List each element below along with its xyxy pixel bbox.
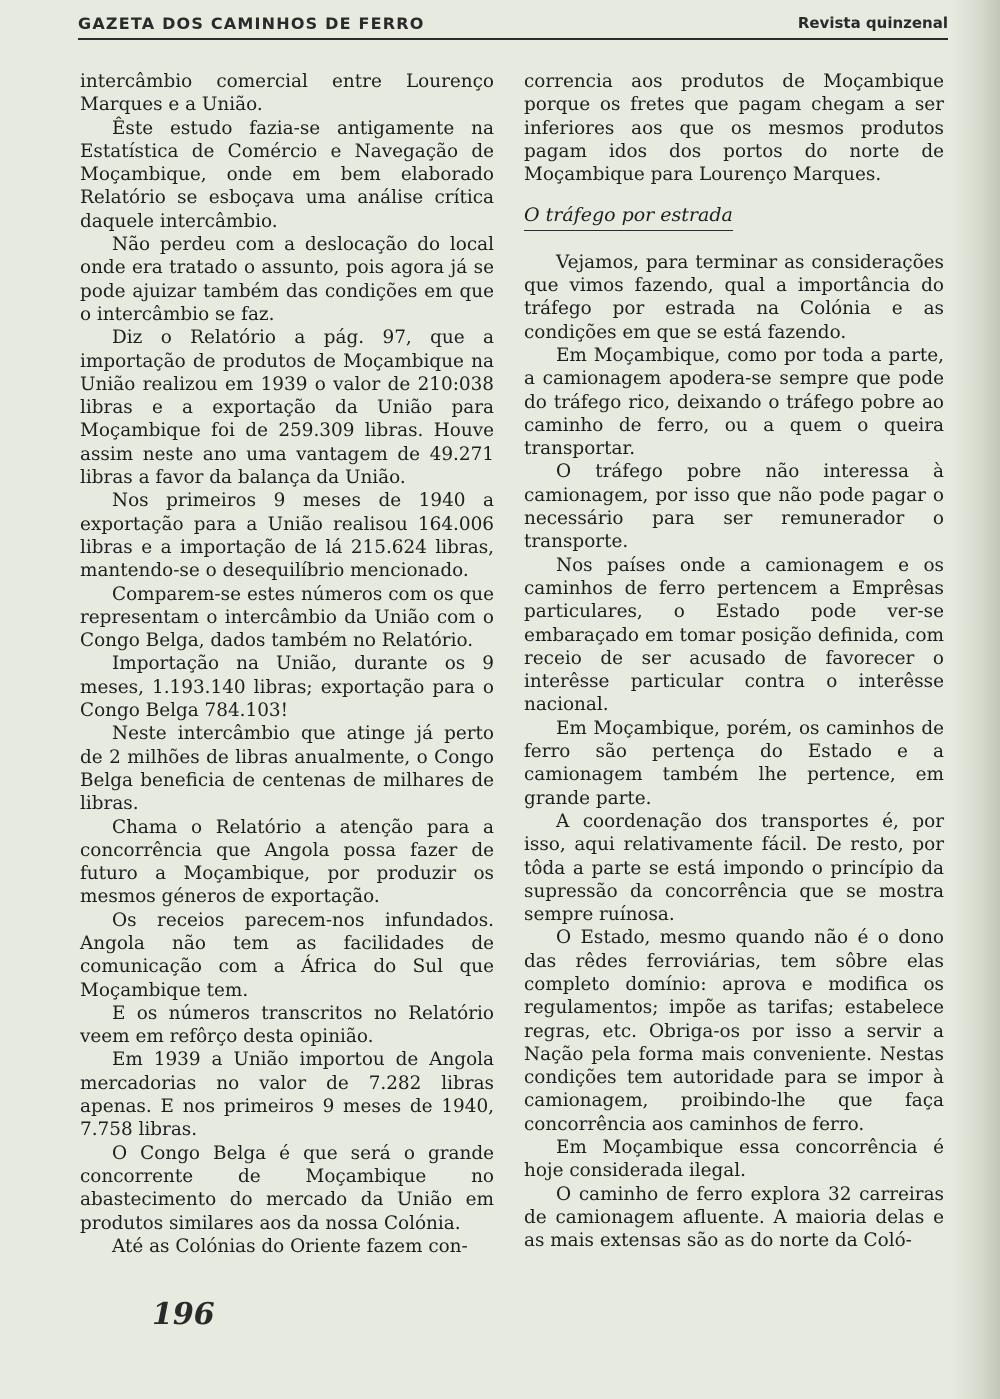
paragraph: Vejamos, para terminar as considerações que vimos fazendo, qual a importância do tráfego por estrada na Colónia e as condições em que se está fazendo. — [524, 251, 944, 343]
paragraph: O Estado, mesmo quando não é o dono das rêdes ferroviárias, tem sôbre elas completo domínio: aprova e modifica os regulamentos; impõe as tarifas; estabelece regras, etc. Obriga-os por isso a servir a Nação pela forma mais conveniente. Nestas condições tem autoridade para se impor à camionagem, proibindo-lhe que faça concorrência aos caminhos de ferro. — [524, 927, 944, 1135]
paragraph: Até as Colónias do Oriente fazem con- — [112, 1235, 468, 1257]
paragraph: Em Moçambique essa concorrência é hoje considerada ilegal. — [524, 1137, 944, 1182]
page-edge-shadow — [952, 0, 1000, 1399]
paragraph: O tráfego pobre não interessa à camionagem, por isso que não pode pagar o necessário para ser remunerador o transporte. — [524, 461, 944, 553]
paragraph: Em Moçambique, como por toda a parte, a camionagem apodera-se sempre que pode do tráfego rico, deixando o tráfego pobre ao caminho de ferro, ou a quem o queira transportar. — [524, 344, 944, 460]
paragraph: O caminho de ferro explora 32 carreiras de camionagem afluente. A maioria delas e as mais extensas são as do norte da Coló- — [524, 1183, 944, 1252]
paragraph: Chama o Relatório a atenção para a concorrência que Angola possa fazer de futuro a Moçambique, por produzir os mesmos géneros de exportação. — [80, 816, 494, 908]
paragraph: Nos primeiros 9 meses de 1940 a exportação para a União realisou 164.006 libras e a importação de lá 215.624 libras, mantendo-se o desequilíbrio mencionado. — [80, 490, 494, 582]
paragraph: O Congo Belga é que será o grande concorrente de Moçambique no abastecimento do mercado da União em produtos similares aos da nossa Colónia. — [80, 1142, 494, 1234]
paragraph: Êste estudo fazia-se antigamente na Estatística de Comércio e Navegação de Moçambique, onde em bem elaborado Relatório se esboçava uma análise crítica daquele intercâmbio. — [80, 117, 494, 232]
paragraph: E os números transcritos no Relatório veem em refôrço desta opinião. — [80, 1002, 494, 1048]
paragraph: Em 1939 a União importou de Angola mercadorias no valor de 7.282 libras apenas. E nos primeiros 9 meses de 1940, 7.758 libras. — [80, 1049, 494, 1141]
paragraph: Importação na União, durante os 9 meses, 1.193.140 libras; exportação para o Congo Belga 784.103! — [80, 653, 494, 722]
paragraph: Os receios parecem-nos infundados. Angola não tem as facilidades de comunicação com a África do Sul que Moçambique tem. — [80, 909, 494, 1001]
left-column — [80, 70, 494, 1258]
paragraph: intercâmbio comercial entre Lourenço Marques e a União. — [80, 71, 494, 116]
publication-title: GAZETA DOS CAMINHOS DE FERRO — [78, 14, 425, 33]
paragraph: Em Moçambique, porém, os caminhos de ferro são pertença do Estado e a camionagem também lhe pertence, em grande parte. — [524, 717, 944, 809]
page-number: 196 — [152, 1297, 215, 1332]
publication-subtitle: Revista quinzenal — [797, 14, 948, 32]
paragraph: Nos países onde a camionagem e os caminhos de ferro pertencem a Emprêsas particulares, o Estado pode ver-se embaraçado em tomar posição definida, com receio de ser acusado de favorecer o interêsse particular contra o interêsse nacional. — [524, 554, 944, 716]
section-heading: O tráfego por estrada — [524, 204, 733, 230]
paragraph: Comparem-se estes números com os que representam o intercâmbio da União com o Congo Belga, dados também no Relatório. — [80, 583, 494, 652]
paragraph: correncia aos produtos de Moçambique porque os fretes que pagam chegam a ser inferiores aos que os mesmos produtos pagam idos dos portos do norte de Moçambique para Lourenço Marques. — [524, 71, 944, 186]
paragraph: A coordenação dos transportes é, por isso, aqui relativamente fácil. De resto, por tôda a parte se está impondo o princípio da supressão da concorrência que se mostra sempre ruínosa. — [524, 810, 944, 926]
right-column — [524, 70, 944, 1253]
paragraph: Neste intercâmbio que atinge já perto de 2 milhões de libras anualmente, o Congo Belga beneficia de centenas de milhares de libras. — [80, 723, 494, 815]
paragraph: Não perdeu com a deslocação do local onde era tratado o assunto, pois agora já se pode ajuizar também das condições em que o intercâmbio se faz. — [80, 234, 494, 325]
paragraph: Diz o Relatório a pág. 97, que a importação de produtos de Moçambique na União realizou em 1939 o valor de 210:038 libras e a exportação da União para Moçambique foi de 259.309 libras. Houve assim neste ano uma vantagem de 49.271 libras a favor da balança da União. — [80, 327, 494, 489]
running-header — [78, 10, 948, 40]
